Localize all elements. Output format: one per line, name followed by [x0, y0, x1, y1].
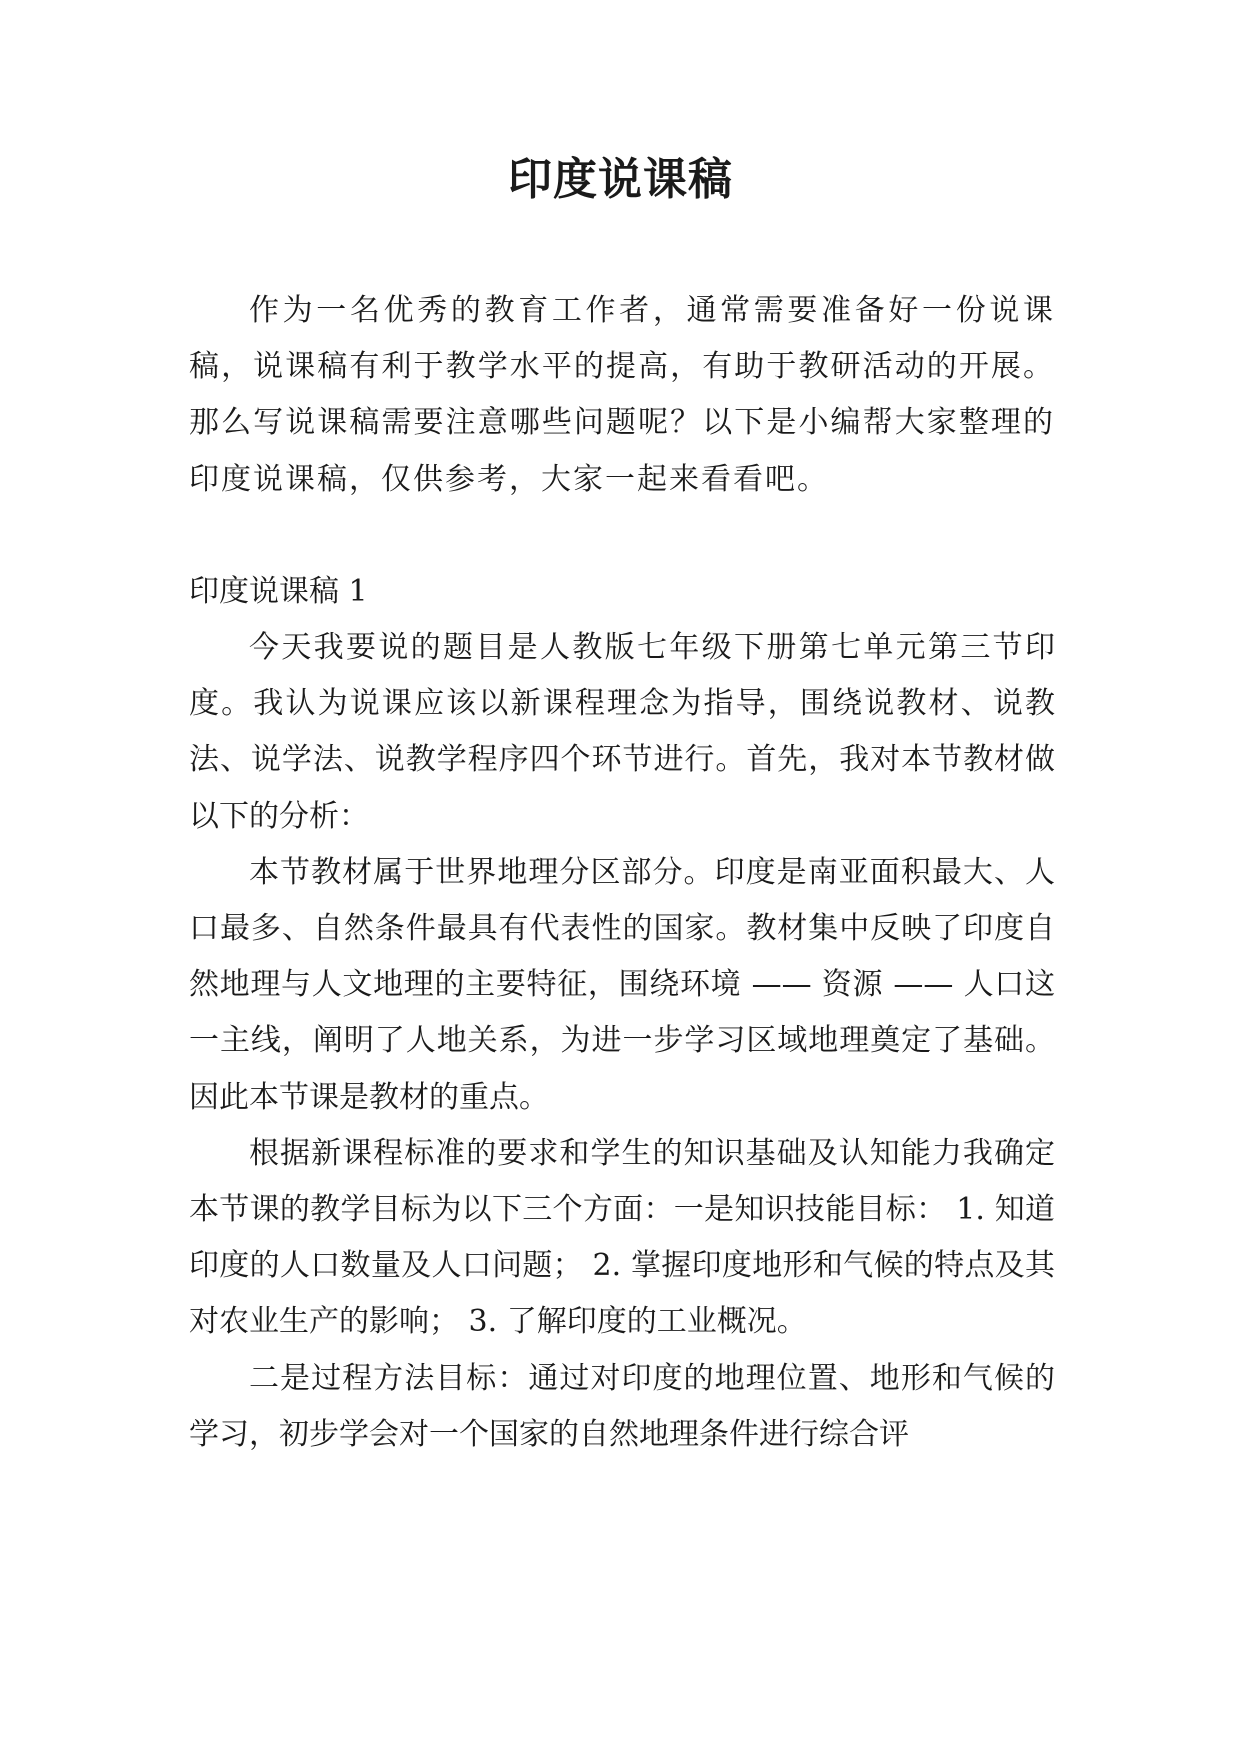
section-heading: 印度说课稿 1: [189, 573, 368, 609]
intro-paragraph: 作为一名优秀的教育工作者，通常需要准备好一份说课稿，说课稿有利于教学水平的提高，有助于教研活动的开展。那么写说课稿需要注意哪些问题呢？以下是小编帮大家整理的印度说课稿，仅供参考，大家一起来看看吧。: [189, 293, 1055, 497]
body-paragraph: 今天我要说的题目是人教版七年级下册第七单元第三节印度。我认为说课应该以新课程理念为指导，围绕说教材、说教法、说学法、说教学程序四个环节进行。首先，我对本节教材做以下的分析：: [189, 630, 1055, 834]
body-paragraph: 二是过程方法目标：通过对印度的地理位置、地形和气候的学习，初步学会对一个国家的自然地理条件进行综合评: [189, 1360, 1055, 1452]
body-paragraph: 根据新课程标准的要求和学生的知识基础及认知能力我确定本节课的教学目标为以下三个方面：一是知识技能目标： 1. 知道印度的人口数量及人口问题； 2. 掌握印度地形和气候的特点及其对农业生产的影响； 3. 了解印度的工业概况。: [189, 1135, 1055, 1340]
document-title: 印度说课稿: [508, 154, 733, 205]
body-paragraph: 本节教材属于世界地理分区部分。印度是南亚面积最大、人口最多、自然条件最具有代表性的国家。教材集中反映了印度自然地理与人文地理的主要特征，围绕环境 —— 资源 —— 人口这一主线，阐明了人地关系，为进一步学习区域地理奠定了基础。因此本节课是教材的重点。: [189, 854, 1055, 1115]
document-body: [189, 283, 1055, 1463]
